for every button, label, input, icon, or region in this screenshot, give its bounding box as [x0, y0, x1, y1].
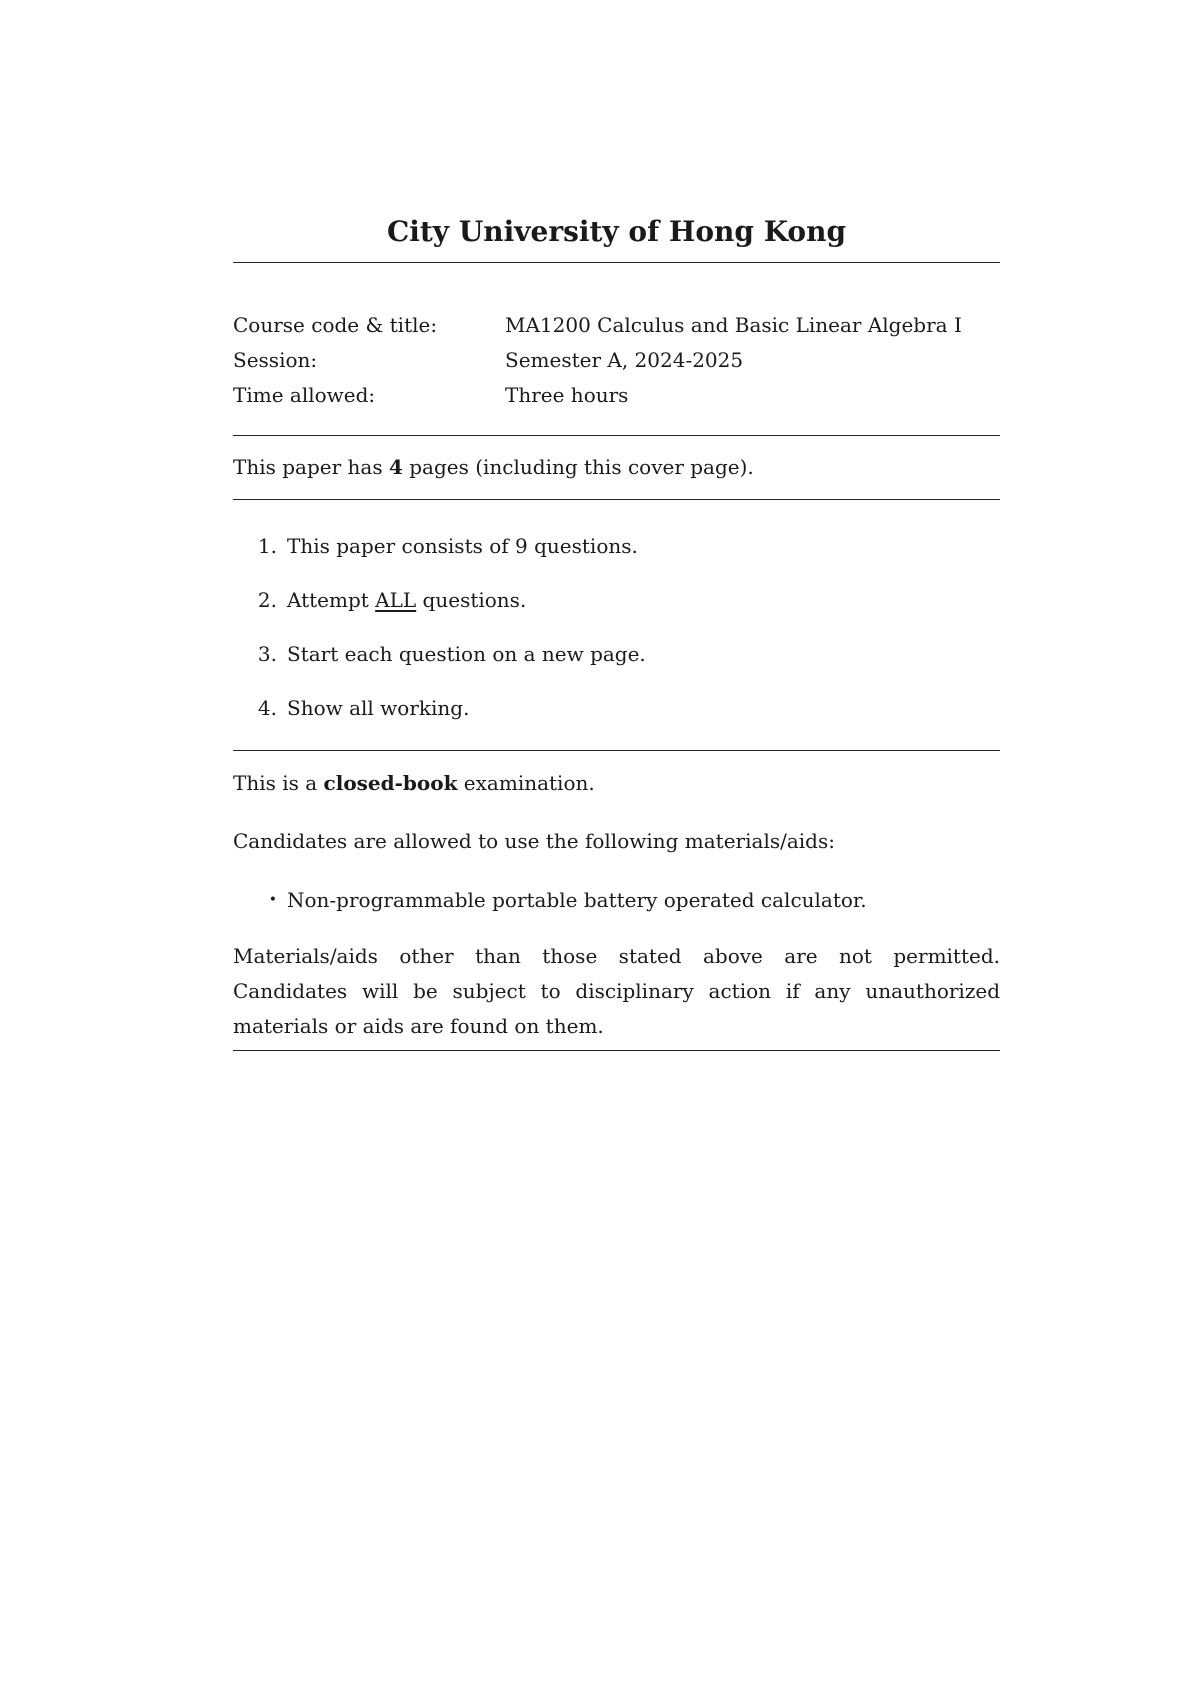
info-row-course [233, 308, 1000, 343]
divider [233, 262, 1000, 263]
warning-paragraph: Materials/aids other than those stated above are not permitted. Candidates will be subject to disciplinary action if any unauthorized materials or aids are found on them. [233, 944, 1000, 1038]
instruction-text: This paper consists of 9 questions. [287, 534, 638, 558]
aids-intro: Candidates are allowed to use the following materials/aids: [233, 829, 835, 853]
course-value: MA1200 Calculus and Basic Linear Algebra I [505, 313, 962, 337]
page-count-suffix: pages (including this cover page). [402, 455, 754, 479]
course-info-table [233, 308, 1000, 413]
aids-item [233, 884, 1000, 916]
instruction-item [233, 692, 1000, 724]
institution-title: City University of Hong Kong [386, 215, 847, 248]
instruction-item [233, 638, 1000, 670]
page-count-prefix: This paper has [233, 455, 389, 479]
info-row-time [233, 378, 1000, 413]
instruction-number: 1. [257, 534, 277, 558]
exam-type-prefix: This is a [233, 771, 324, 795]
instruction-item [233, 584, 1000, 616]
divider [233, 750, 1000, 751]
session-value: Semester A, 2024-2025 [505, 348, 744, 372]
exam-type-bold: closed-book [323, 771, 458, 795]
exam-type-suffix: examination. [457, 771, 595, 795]
instruction-number: 2. [257, 588, 277, 612]
aids-text: Non-programmable portable battery operated calculator. [287, 888, 867, 912]
instructions-list [233, 530, 1000, 724]
bullet-icon: • [268, 892, 277, 908]
page-count-note [233, 450, 1000, 484]
instruction-text-post: questions. [416, 588, 527, 612]
aids-list [233, 884, 1000, 916]
info-row-session [233, 343, 1000, 378]
divider [233, 435, 1000, 436]
instruction-item [233, 530, 1000, 562]
instruction-number: 3. [257, 642, 277, 666]
page-count-number: 4 [388, 455, 403, 479]
instruction-number: 4. [257, 696, 277, 720]
instruction-emphasis: ALL [375, 588, 417, 612]
time-label: Time allowed: [233, 383, 376, 407]
instruction-text: Start each question on a new page. [287, 642, 646, 666]
exam-type-note [233, 767, 1000, 799]
exam-cover-page [233, 210, 1000, 1051]
divider [233, 1050, 1000, 1051]
course-label: Course code & title: [233, 313, 438, 337]
divider [233, 499, 1000, 500]
instruction-text: Show all working. [287, 696, 470, 720]
instruction-text-pre: Attempt [287, 588, 376, 612]
session-label: Session: [233, 348, 318, 372]
time-value: Three hours [505, 383, 629, 407]
instruction-text [287, 584, 1000, 616]
